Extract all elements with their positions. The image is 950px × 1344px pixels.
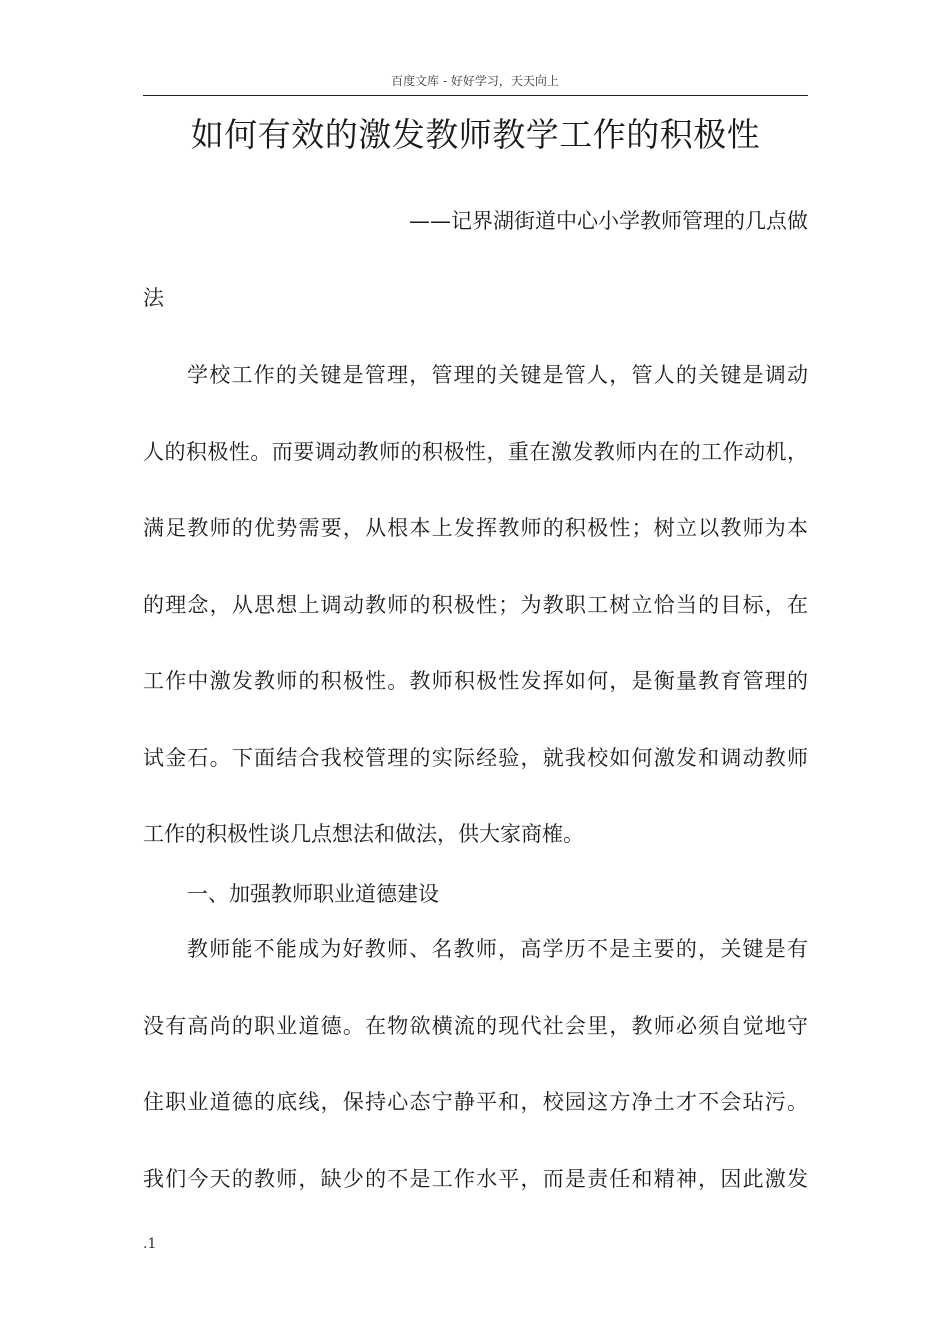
paragraph-line: 试金石。下面结合我校管理的实际经验，就我校如何激发和调动教师	[143, 746, 808, 770]
paragraph-line: 我们今天的教师，缺少的不是工作水平，而是责任和精神，因此激发	[143, 1167, 808, 1191]
document-title: 如何有效的激发教师教学工作的积极性	[190, 115, 761, 154]
section-heading: 一、加强教师职业道德建设	[187, 882, 439, 906]
paragraph-line: 没有高尚的职业道德。在物欲横流的现代社会里，教师必须自觉地守	[143, 1014, 808, 1038]
header-rule	[143, 95, 808, 96]
paragraph-line: 人的积极性。而要调动教师的积极性，重在激发教师内在的工作动机，	[143, 440, 808, 464]
paragraph-line: 工作的积极性谈几点想法和做法，供大家商榷。	[143, 822, 584, 846]
paragraph-line: 教师能不能成为好教师、名教师，高学历不是主要的，关键是有	[187, 937, 808, 961]
document-subtitle-continued: 法	[143, 286, 164, 310]
paragraph-line: 工作中激发教师的积极性。教师积极性发挥如何，是衡量教育管理的	[143, 669, 808, 693]
page-number: .1	[143, 1236, 157, 1252]
paragraph-line: 的理念，从思想上调动教师的积极性；为教职工树立恰当的目标，在	[143, 593, 808, 617]
paragraph-line: 学校工作的关键是管理，管理的关键是管人，管人的关键是调动	[187, 363, 808, 387]
document-subtitle: ——记界湖街道中心小学教师管理的几点做	[409, 209, 808, 233]
paragraph-line: 满足教师的优势需要，从根本上发挥教师的积极性；树立以教师为本	[143, 516, 808, 540]
page-header: 百度文库 - 好好学习，天天向上	[391, 74, 559, 88]
paragraph-line: 住职业道德的底线，保持心态宁静平和，校园这方净土才不会玷污。	[143, 1090, 808, 1114]
